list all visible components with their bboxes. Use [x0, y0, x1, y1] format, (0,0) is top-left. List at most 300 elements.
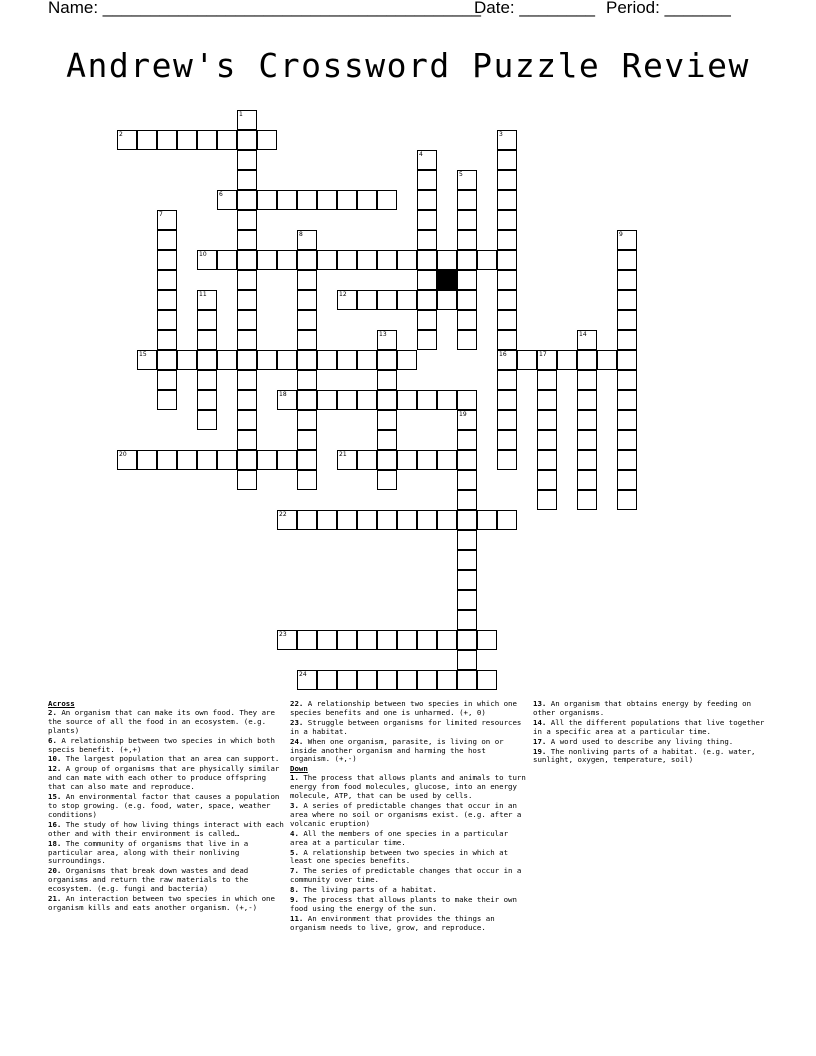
answer-square[interactable] — [277, 390, 297, 410]
answer-square[interactable] — [317, 250, 337, 270]
answer-square[interactable] — [577, 390, 597, 410]
across-heading: Across — [48, 699, 75, 708]
answer-square[interactable] — [577, 430, 597, 450]
answer-square[interactable] — [177, 350, 197, 370]
answer-square[interactable] — [417, 230, 437, 250]
answer-square[interactable] — [477, 510, 497, 530]
answer-square[interactable] — [157, 290, 177, 310]
clue-number: 5 — [459, 171, 463, 178]
page-title: Andrew's Crossword Puzzle Review — [66, 46, 750, 85]
answer-square[interactable] — [617, 310, 637, 330]
answer-square[interactable] — [497, 510, 517, 530]
answer-square[interactable] — [297, 670, 317, 690]
clue-text: A relationship between two species in which one species benefits and one is unharmed. (+, 0) — [290, 699, 517, 717]
answer-square[interactable] — [157, 270, 177, 290]
clue-item — [48, 737, 284, 755]
clue-number: 9 — [619, 231, 623, 238]
answer-square[interactable] — [377, 290, 397, 310]
answer-square[interactable] — [137, 450, 157, 470]
clues-column-3 — [533, 700, 769, 766]
answer-square[interactable] — [317, 630, 337, 650]
answer-square[interactable] — [437, 630, 457, 650]
answer-square[interactable] — [557, 350, 577, 370]
answer-square[interactable] — [197, 250, 217, 270]
answer-square[interactable] — [337, 250, 357, 270]
clue-item — [533, 738, 769, 747]
clue-number: 21 — [339, 451, 347, 458]
answer-square[interactable] — [257, 250, 277, 270]
answer-square[interactable] — [157, 370, 177, 390]
answer-square[interactable] — [377, 350, 397, 370]
clue-text: The study of how living things interact with each other and with their environment is called… — [48, 819, 284, 838]
answer-square[interactable] — [397, 630, 417, 650]
answer-square[interactable] — [457, 390, 477, 410]
answer-square[interactable] — [457, 610, 477, 630]
answer-square[interactable] — [197, 130, 217, 150]
answer-square[interactable] — [497, 190, 517, 210]
answer-square[interactable] — [197, 290, 217, 310]
clue-text: An environment that provides the things an organism needs to live, grow, and reproduce. — [290, 913, 495, 932]
clue-item — [290, 849, 526, 867]
answer-square[interactable] — [237, 150, 257, 170]
answer-square[interactable] — [357, 450, 377, 470]
answer-square[interactable] — [337, 290, 357, 310]
answer-square[interactable] — [237, 230, 257, 250]
answer-square[interactable] — [237, 390, 257, 410]
answer-square[interactable] — [297, 630, 317, 650]
answer-square[interactable] — [217, 350, 237, 370]
answer-square[interactable] — [457, 170, 477, 190]
answer-square[interactable] — [257, 190, 277, 210]
answer-square[interactable] — [617, 430, 637, 450]
answer-square[interactable] — [457, 410, 477, 430]
answer-square[interactable] — [217, 250, 237, 270]
answer-square[interactable] — [377, 330, 397, 350]
answer-square[interactable] — [417, 630, 437, 650]
clue-number-label: 18. — [48, 838, 62, 848]
answer-square[interactable] — [497, 230, 517, 250]
answer-square[interactable] — [537, 450, 557, 470]
clue-number-label: 5. — [290, 847, 299, 857]
answer-square[interactable] — [237, 470, 257, 490]
answer-square[interactable] — [197, 370, 217, 390]
answer-square[interactable] — [197, 350, 217, 370]
clue-text: The process that allows plants and animals to turn energy from food molecules, glucose, into an energy molecule, ATP, that can be used by cells. — [290, 773, 526, 801]
answer-square[interactable] — [177, 130, 197, 150]
answer-square[interactable] — [297, 350, 317, 370]
answer-square[interactable] — [437, 290, 457, 310]
answer-square[interactable] — [497, 330, 517, 350]
clue-item — [290, 738, 526, 765]
answer-square[interactable] — [277, 510, 297, 530]
answer-square[interactable] — [457, 310, 477, 330]
answer-square[interactable] — [297, 290, 317, 310]
answer-square[interactable] — [417, 170, 437, 190]
answer-square[interactable] — [277, 630, 297, 650]
answer-square[interactable] — [457, 650, 477, 670]
clue-text: The series of predictable changes that occur in a community over time. — [290, 866, 522, 885]
answer-square[interactable] — [457, 670, 477, 690]
answer-square[interactable] — [497, 210, 517, 230]
clue-number: 20 — [119, 451, 127, 458]
answer-square[interactable] — [537, 470, 557, 490]
answer-square[interactable] — [277, 350, 297, 370]
answer-square[interactable] — [297, 510, 317, 530]
answer-square[interactable] — [397, 390, 417, 410]
answer-square[interactable] — [137, 350, 157, 370]
answer-square[interactable] — [577, 350, 597, 370]
clue-text: The largest population that an area can support. — [61, 754, 280, 764]
answer-square[interactable] — [377, 470, 397, 490]
answer-square[interactable] — [437, 450, 457, 470]
clue-number: 4 — [419, 151, 423, 158]
answer-square[interactable] — [277, 190, 297, 210]
clue-item — [533, 700, 769, 718]
answer-square[interactable] — [517, 350, 537, 370]
answer-square[interactable] — [537, 370, 557, 390]
answer-square[interactable] — [457, 270, 477, 290]
clue-item — [48, 755, 284, 764]
answer-square[interactable] — [297, 430, 317, 450]
answer-square[interactable] — [377, 190, 397, 210]
answer-square[interactable] — [417, 670, 437, 690]
answer-square[interactable] — [417, 150, 437, 170]
answer-square[interactable] — [417, 330, 437, 350]
answer-square[interactable] — [257, 450, 277, 470]
answer-square[interactable] — [497, 150, 517, 170]
answer-square[interactable] — [617, 490, 637, 510]
answer-square[interactable] — [297, 450, 317, 470]
clue-item — [48, 895, 284, 913]
answer-square[interactable] — [257, 350, 277, 370]
answer-square[interactable] — [377, 250, 397, 270]
answer-square[interactable] — [397, 350, 417, 370]
answer-square[interactable] — [617, 450, 637, 470]
answer-square[interactable] — [397, 250, 417, 270]
answer-square[interactable] — [117, 450, 137, 470]
clue-number: 19 — [459, 411, 467, 418]
answer-square[interactable] — [377, 510, 397, 530]
answer-square[interactable] — [257, 130, 277, 150]
clue-number-label: 23. — [290, 717, 304, 727]
answer-square[interactable] — [457, 430, 477, 450]
clue-number: 16 — [499, 351, 507, 358]
black-square — [437, 270, 457, 290]
answer-square[interactable] — [617, 270, 637, 290]
clue-number: 15 — [139, 351, 147, 358]
answer-square[interactable] — [237, 370, 257, 390]
answer-square[interactable] — [337, 450, 357, 470]
answer-square[interactable] — [497, 250, 517, 270]
clue-number: 1 — [239, 111, 243, 118]
answer-square[interactable] — [617, 250, 637, 270]
clues-column-2 — [290, 700, 526, 934]
answer-square[interactable] — [197, 310, 217, 330]
answer-square[interactable] — [597, 350, 617, 370]
clue-text: The living parts of a habitat. — [298, 885, 437, 895]
answer-square[interactable] — [397, 450, 417, 470]
answer-square[interactable] — [397, 510, 417, 530]
answer-square[interactable] — [477, 250, 497, 270]
answer-square[interactable] — [237, 310, 257, 330]
answer-square[interactable] — [617, 370, 637, 390]
answer-square[interactable] — [337, 510, 357, 530]
answer-square[interactable] — [357, 510, 377, 530]
clue-number-label: 1. — [290, 773, 299, 783]
date-field-label: Date: ________ — [474, 0, 595, 17]
answer-square[interactable] — [317, 350, 337, 370]
answer-square[interactable] — [577, 330, 597, 350]
answer-square[interactable] — [297, 470, 317, 490]
clue-number-label: 12. — [48, 764, 62, 774]
answer-square[interactable] — [417, 210, 437, 230]
answer-square[interactable] — [457, 190, 477, 210]
answer-square[interactable] — [417, 290, 437, 310]
clue-number-label: 13. — [533, 699, 547, 708]
clue-item — [290, 719, 526, 737]
answer-square[interactable] — [197, 390, 217, 410]
answer-square[interactable] — [397, 670, 417, 690]
answer-square[interactable] — [577, 490, 597, 510]
clue-text: A relationship between two species in which both specis benefit. (+,+) — [48, 735, 275, 754]
clue-number-label: 19. — [533, 746, 547, 756]
answer-square[interactable] — [457, 570, 477, 590]
answer-square[interactable] — [577, 470, 597, 490]
answer-square[interactable] — [317, 190, 337, 210]
answer-square[interactable] — [357, 670, 377, 690]
answer-square[interactable] — [437, 670, 457, 690]
answer-square[interactable] — [477, 670, 497, 690]
answer-square[interactable] — [297, 370, 317, 390]
clue-item — [48, 709, 284, 736]
answer-square[interactable] — [237, 290, 257, 310]
answer-square[interactable] — [317, 670, 337, 690]
answer-square[interactable] — [457, 250, 477, 270]
answer-square[interactable] — [497, 450, 517, 470]
clue-number: 10 — [199, 251, 207, 258]
answer-square[interactable] — [357, 250, 377, 270]
answer-square[interactable] — [297, 270, 317, 290]
answer-square[interactable] — [237, 170, 257, 190]
answer-square[interactable] — [237, 270, 257, 290]
answer-square[interactable] — [317, 510, 337, 530]
answer-square[interactable] — [297, 190, 317, 210]
answer-square[interactable] — [157, 350, 177, 370]
answer-square[interactable] — [377, 630, 397, 650]
answer-square[interactable] — [537, 390, 557, 410]
answer-square[interactable] — [457, 510, 477, 530]
answer-square[interactable] — [237, 190, 257, 210]
answer-square[interactable] — [417, 390, 437, 410]
answer-square[interactable] — [617, 410, 637, 430]
answer-square[interactable] — [457, 290, 477, 310]
answer-square[interactable] — [337, 350, 357, 370]
answer-square[interactable] — [377, 370, 397, 390]
period-field-label: Period: _______ — [606, 0, 731, 17]
answer-square[interactable] — [357, 630, 377, 650]
clue-number: 14 — [579, 331, 587, 338]
answer-square[interactable] — [217, 130, 237, 150]
answer-square[interactable] — [197, 330, 217, 350]
answer-square[interactable] — [457, 530, 477, 550]
answer-square[interactable] — [357, 190, 377, 210]
answer-square[interactable] — [357, 290, 377, 310]
answer-square[interactable] — [457, 230, 477, 250]
clue-item — [48, 840, 284, 867]
answer-square[interactable] — [617, 350, 637, 370]
answer-square[interactable] — [477, 630, 497, 650]
answer-square[interactable] — [377, 410, 397, 430]
answer-square[interactable] — [297, 410, 317, 430]
answer-square[interactable] — [197, 450, 217, 470]
clue-item — [48, 867, 284, 894]
answer-square[interactable] — [577, 450, 597, 470]
answer-square[interactable] — [277, 250, 297, 270]
answer-square[interactable] — [297, 310, 317, 330]
answer-square[interactable] — [537, 410, 557, 430]
answer-square[interactable] — [277, 450, 297, 470]
answer-square[interactable] — [437, 390, 457, 410]
clues-column-1 — [48, 700, 284, 914]
answer-square[interactable] — [437, 250, 457, 270]
answer-square[interactable] — [117, 130, 137, 150]
answer-square[interactable] — [457, 550, 477, 570]
answer-square[interactable] — [157, 330, 177, 350]
answer-square[interactable] — [217, 450, 237, 470]
answer-square[interactable] — [497, 430, 517, 450]
down-heading: Down — [290, 764, 308, 774]
answer-square[interactable] — [237, 350, 257, 370]
answer-square[interactable] — [237, 450, 257, 470]
clue-text: A relationship between two species in which at least one species benefits. — [290, 847, 509, 866]
answer-square[interactable] — [457, 490, 477, 510]
answer-square[interactable] — [177, 450, 197, 470]
answer-square[interactable] — [157, 250, 177, 270]
answer-square[interactable] — [337, 630, 357, 650]
answer-square[interactable] — [437, 510, 457, 530]
answer-square[interactable] — [497, 270, 517, 290]
answer-square[interactable] — [337, 190, 357, 210]
answer-square[interactable] — [337, 670, 357, 690]
answer-square[interactable] — [297, 250, 317, 270]
answer-square[interactable] — [497, 410, 517, 430]
answer-square[interactable] — [577, 370, 597, 390]
answer-square[interactable] — [197, 410, 217, 430]
answer-square[interactable] — [577, 410, 597, 430]
clue-number-label: 17. — [533, 736, 547, 746]
answer-square[interactable] — [377, 670, 397, 690]
answer-square[interactable] — [237, 210, 257, 230]
answer-square[interactable] — [497, 390, 517, 410]
clue-item — [48, 793, 284, 820]
answer-square[interactable] — [617, 330, 637, 350]
answer-square[interactable] — [237, 110, 257, 130]
answer-square[interactable] — [217, 190, 237, 210]
answer-square[interactable] — [617, 470, 637, 490]
answer-square[interactable] — [337, 390, 357, 410]
answer-square[interactable] — [457, 590, 477, 610]
answer-square[interactable] — [157, 390, 177, 410]
answer-square[interactable] — [377, 430, 397, 450]
answer-square[interactable] — [537, 350, 557, 370]
clue-number: 24 — [299, 671, 307, 678]
clue-item — [48, 765, 284, 792]
answer-square[interactable] — [377, 390, 397, 410]
answer-square[interactable] — [417, 250, 437, 270]
answer-square[interactable] — [497, 130, 517, 150]
answer-square[interactable] — [457, 450, 477, 470]
clue-number: 11 — [199, 291, 207, 298]
answer-square[interactable] — [137, 130, 157, 150]
answer-square[interactable] — [297, 230, 317, 250]
answer-square[interactable] — [497, 170, 517, 190]
answer-square[interactable] — [157, 130, 177, 150]
answer-square[interactable] — [237, 130, 257, 150]
answer-square[interactable] — [417, 310, 437, 330]
answer-square[interactable] — [157, 450, 177, 470]
answer-square[interactable] — [357, 350, 377, 370]
answer-square[interactable] — [457, 330, 477, 350]
answer-square[interactable] — [497, 310, 517, 330]
name-field-label: Name: ________________________________________ — [48, 0, 481, 17]
answer-square[interactable] — [457, 630, 477, 650]
clue-text: An environmental factor that causes a population to stop growing. (e.g. food, water, space, weather conditions) — [48, 792, 280, 819]
answer-square[interactable] — [617, 230, 637, 250]
answer-square[interactable] — [617, 390, 637, 410]
answer-square[interactable] — [497, 350, 517, 370]
clue-text: A word used to describe any living thing. — [546, 736, 734, 746]
clue-number-label: 4. — [290, 828, 299, 838]
answer-square[interactable] — [157, 310, 177, 330]
clue-text: A group of organisms that are physically similar and can mate with each other to produce offspring that can also mate and reproduce. — [48, 764, 280, 792]
answer-square[interactable] — [417, 510, 437, 530]
clue-number: 22 — [279, 511, 287, 518]
answer-square[interactable] — [377, 450, 397, 470]
answer-square[interactable] — [237, 250, 257, 270]
answer-square[interactable] — [157, 230, 177, 250]
answer-square[interactable] — [417, 190, 437, 210]
answer-square[interactable] — [417, 450, 437, 470]
answer-square[interactable] — [237, 430, 257, 450]
clue-number: 6 — [219, 191, 223, 198]
clue-item — [290, 886, 526, 895]
answer-square[interactable] — [297, 330, 317, 350]
answer-square[interactable] — [497, 370, 517, 390]
answer-square[interactable] — [237, 410, 257, 430]
clue-number: 13 — [379, 331, 387, 338]
clue-text: When one organism, parasite, is living on or inside another organism and harming the host organism. (+,-) — [290, 736, 504, 764]
clue-number-label: 14. — [533, 717, 547, 727]
clue-number-label: 15. — [48, 792, 62, 802]
answer-square[interactable] — [417, 270, 437, 290]
answer-square[interactable] — [357, 390, 377, 410]
answer-square[interactable] — [397, 290, 417, 310]
clue-number-label: 10. — [48, 754, 62, 764]
answer-square[interactable] — [537, 430, 557, 450]
answer-square[interactable] — [297, 390, 317, 410]
answer-square[interactable] — [497, 290, 517, 310]
clue-text: A series of predictable changes that occur in an area where no soil or organisms exist. (e.g. after a volcanic eruption) — [290, 800, 522, 828]
answer-square[interactable] — [537, 490, 557, 510]
answer-square[interactable] — [617, 290, 637, 310]
clue-text: An organism that can make its own food. They are the source of all the food in an ecosystem. (e.g. plants) — [48, 707, 275, 735]
answer-square[interactable] — [237, 330, 257, 350]
answer-square[interactable] — [157, 210, 177, 230]
answer-square[interactable] — [457, 210, 477, 230]
answer-square[interactable] — [457, 470, 477, 490]
answer-square[interactable] — [317, 390, 337, 410]
clue-number-label: 6. — [48, 735, 57, 745]
